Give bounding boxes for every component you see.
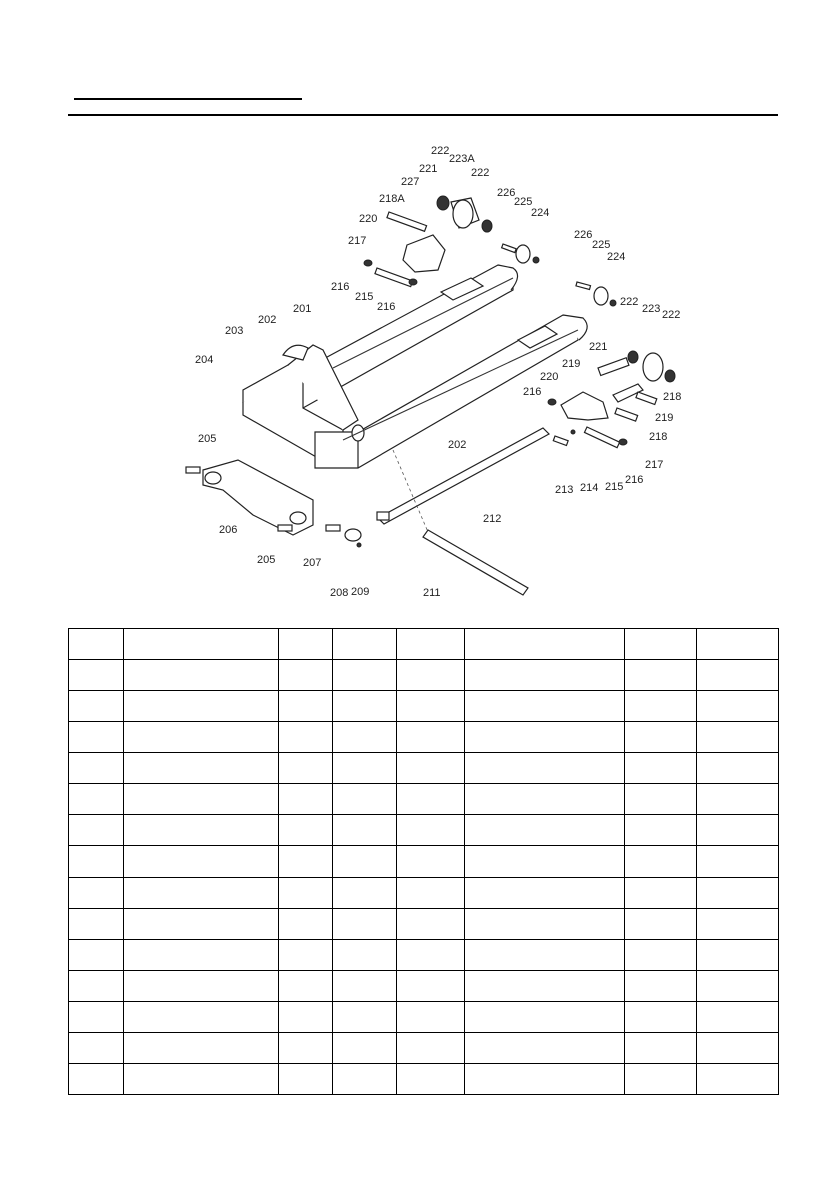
table-cell <box>397 877 465 908</box>
svg-text:214: 214 <box>580 482 599 494</box>
table-cell <box>397 784 465 815</box>
table-row <box>69 970 779 1001</box>
table-cell <box>465 877 625 908</box>
table-cell <box>625 846 697 877</box>
table-cell <box>465 660 625 691</box>
table-cell <box>124 877 279 908</box>
table-cell <box>397 1032 465 1063</box>
table-cell <box>69 722 124 753</box>
handle-bracket <box>186 460 361 547</box>
table-cell <box>69 691 124 722</box>
table-cell <box>397 660 465 691</box>
table-cell <box>69 660 124 691</box>
table-cell <box>333 722 397 753</box>
table-row <box>69 1032 779 1063</box>
table-cell <box>333 784 397 815</box>
table-cell <box>69 908 124 939</box>
table-cell <box>697 722 779 753</box>
table-cell <box>69 970 124 1001</box>
svg-text:220: 220 <box>540 371 559 383</box>
svg-text:216: 216 <box>377 301 396 313</box>
svg-text:219: 219 <box>562 358 581 370</box>
table-cell <box>124 753 279 784</box>
table-cell <box>124 908 279 939</box>
table-cell <box>124 629 279 660</box>
svg-text:225: 225 <box>592 239 611 251</box>
table-cell <box>279 722 333 753</box>
table-cell <box>465 970 625 1001</box>
table-cell <box>397 846 465 877</box>
svg-text:223: 223 <box>642 303 661 315</box>
table-row <box>69 1063 779 1094</box>
table-cell <box>697 753 779 784</box>
table-cell <box>397 629 465 660</box>
table-cell <box>465 815 625 846</box>
exploded-parts-diagram <box>183 140 681 600</box>
table-cell <box>69 629 124 660</box>
table-cell <box>397 722 465 753</box>
table-cell <box>697 1063 779 1094</box>
svg-text:217: 217 <box>348 235 367 247</box>
table-cell <box>69 753 124 784</box>
table-cell <box>465 629 625 660</box>
table-cell <box>697 877 779 908</box>
table-cell <box>465 1001 625 1032</box>
table-row <box>69 815 779 846</box>
table-row <box>69 660 779 691</box>
table-cell <box>69 815 124 846</box>
table-cell <box>465 691 625 722</box>
table-row <box>69 629 779 660</box>
svg-text:202: 202 <box>448 439 467 451</box>
table-cell <box>697 1001 779 1032</box>
svg-text:224: 224 <box>531 207 550 219</box>
table-cell <box>333 877 397 908</box>
svg-text:218: 218 <box>649 431 668 443</box>
table-row <box>69 1001 779 1032</box>
svg-text:203: 203 <box>225 325 244 337</box>
table-cell <box>697 691 779 722</box>
table-cell <box>279 1032 333 1063</box>
svg-text:222: 222 <box>620 296 639 308</box>
table-row <box>69 753 779 784</box>
table-cell <box>124 660 279 691</box>
table-cell <box>697 815 779 846</box>
table-cell <box>124 815 279 846</box>
table-row <box>69 846 779 877</box>
table-cell <box>124 939 279 970</box>
svg-text:216: 216 <box>331 281 350 293</box>
svg-text:223A: 223A <box>449 153 475 165</box>
table-cell <box>279 629 333 660</box>
table-cell <box>625 691 697 722</box>
table-cell <box>697 970 779 1001</box>
table-cell <box>279 691 333 722</box>
svg-text:222: 222 <box>431 145 450 157</box>
parts-table-body <box>69 629 779 1095</box>
table-cell <box>625 908 697 939</box>
table-cell <box>625 939 697 970</box>
table-cell <box>69 877 124 908</box>
svg-text:224: 224 <box>607 251 626 263</box>
table-cell <box>333 1001 397 1032</box>
table-cell <box>69 784 124 815</box>
svg-text:226: 226 <box>497 187 516 199</box>
table-cell <box>697 908 779 939</box>
table-cell <box>465 908 625 939</box>
table-cell <box>697 939 779 970</box>
table-cell <box>279 939 333 970</box>
table-cell <box>625 629 697 660</box>
table-row <box>69 691 779 722</box>
table-cell <box>397 908 465 939</box>
svg-text:225: 225 <box>514 196 533 208</box>
svg-text:219: 219 <box>655 412 674 424</box>
table-cell <box>279 815 333 846</box>
svg-text:215: 215 <box>605 481 624 493</box>
table-cell <box>124 784 279 815</box>
table-row <box>69 939 779 970</box>
svg-text:208: 208 <box>330 587 349 599</box>
table-cell <box>333 660 397 691</box>
table-cell <box>625 815 697 846</box>
table-cell <box>625 784 697 815</box>
table-cell <box>625 877 697 908</box>
svg-text:202: 202 <box>258 314 277 326</box>
table-cell <box>124 1063 279 1094</box>
table-cell <box>279 846 333 877</box>
push-rod <box>377 428 549 595</box>
svg-text:205: 205 <box>257 554 276 566</box>
svg-text:221: 221 <box>419 163 438 175</box>
svg-text:216: 216 <box>625 474 644 486</box>
table-cell <box>124 1001 279 1032</box>
table-cell <box>465 939 625 970</box>
svg-text:211: 211 <box>423 587 441 599</box>
table-cell <box>333 1063 397 1094</box>
svg-text:215: 215 <box>355 291 374 303</box>
parts-list-table <box>68 628 779 1095</box>
svg-text:207: 207 <box>303 557 322 569</box>
table-cell <box>69 1063 124 1094</box>
table-cell <box>697 629 779 660</box>
table-cell <box>279 753 333 784</box>
table-cell <box>69 846 124 877</box>
table-cell <box>333 970 397 1001</box>
header-rule <box>68 114 778 116</box>
table-cell <box>465 722 625 753</box>
table-cell <box>333 908 397 939</box>
table-cell <box>69 1032 124 1063</box>
svg-text:201: 201 <box>293 303 312 315</box>
table-cell <box>124 722 279 753</box>
table-cell <box>333 815 397 846</box>
table-cell <box>124 691 279 722</box>
table-cell <box>333 939 397 970</box>
svg-text:221: 221 <box>589 341 608 353</box>
table-cell <box>279 908 333 939</box>
table-row <box>69 784 779 815</box>
table-cell <box>333 753 397 784</box>
svg-text:205: 205 <box>198 433 217 445</box>
svg-text:218: 218 <box>663 391 681 403</box>
svg-text:218A: 218A <box>379 193 405 205</box>
table-cell <box>465 784 625 815</box>
table-cell <box>625 1001 697 1032</box>
table-row <box>69 908 779 939</box>
table-cell <box>279 877 333 908</box>
table-cell <box>625 1032 697 1063</box>
svg-text:213: 213 <box>555 484 574 496</box>
table-cell <box>397 691 465 722</box>
table-cell <box>625 660 697 691</box>
table-cell <box>625 722 697 753</box>
svg-text:216: 216 <box>523 386 542 398</box>
table-cell <box>333 629 397 660</box>
svg-text:217: 217 <box>645 459 664 471</box>
svg-text:227: 227 <box>401 176 420 188</box>
table-cell <box>625 970 697 1001</box>
table-cell <box>333 1032 397 1063</box>
table-cell <box>124 1032 279 1063</box>
svg-text:222: 222 <box>662 309 681 321</box>
table-cell <box>279 784 333 815</box>
table-cell <box>465 846 625 877</box>
table-cell <box>625 1063 697 1094</box>
table-cell <box>397 815 465 846</box>
table-row <box>69 722 779 753</box>
table-cell <box>124 970 279 1001</box>
svg-text:204: 204 <box>195 354 214 366</box>
table-cell <box>465 1063 625 1094</box>
table-cell <box>279 1001 333 1032</box>
table-cell <box>465 1032 625 1063</box>
table-cell <box>397 753 465 784</box>
svg-text:209: 209 <box>351 586 370 598</box>
table-cell <box>465 753 625 784</box>
table-cell <box>625 753 697 784</box>
table-cell <box>697 846 779 877</box>
table-cell <box>397 939 465 970</box>
table-cell <box>124 846 279 877</box>
svg-text:222: 222 <box>471 167 490 179</box>
table-cell <box>69 939 124 970</box>
svg-text:220: 220 <box>359 213 378 225</box>
svg-text:212: 212 <box>483 513 502 525</box>
table-cell <box>279 660 333 691</box>
table-cell <box>333 691 397 722</box>
table-cell <box>397 1001 465 1032</box>
table-cell <box>697 784 779 815</box>
table-cell <box>69 1001 124 1032</box>
table-cell <box>397 1063 465 1094</box>
table-row <box>69 877 779 908</box>
table-cell <box>697 660 779 691</box>
table-cell <box>397 970 465 1001</box>
table-cell <box>697 1032 779 1063</box>
page-title-underline <box>74 98 302 100</box>
table-cell <box>333 846 397 877</box>
table-cell <box>279 1063 333 1094</box>
table-cell <box>279 970 333 1001</box>
svg-text:226: 226 <box>574 229 593 241</box>
svg-text:206: 206 <box>219 524 238 536</box>
